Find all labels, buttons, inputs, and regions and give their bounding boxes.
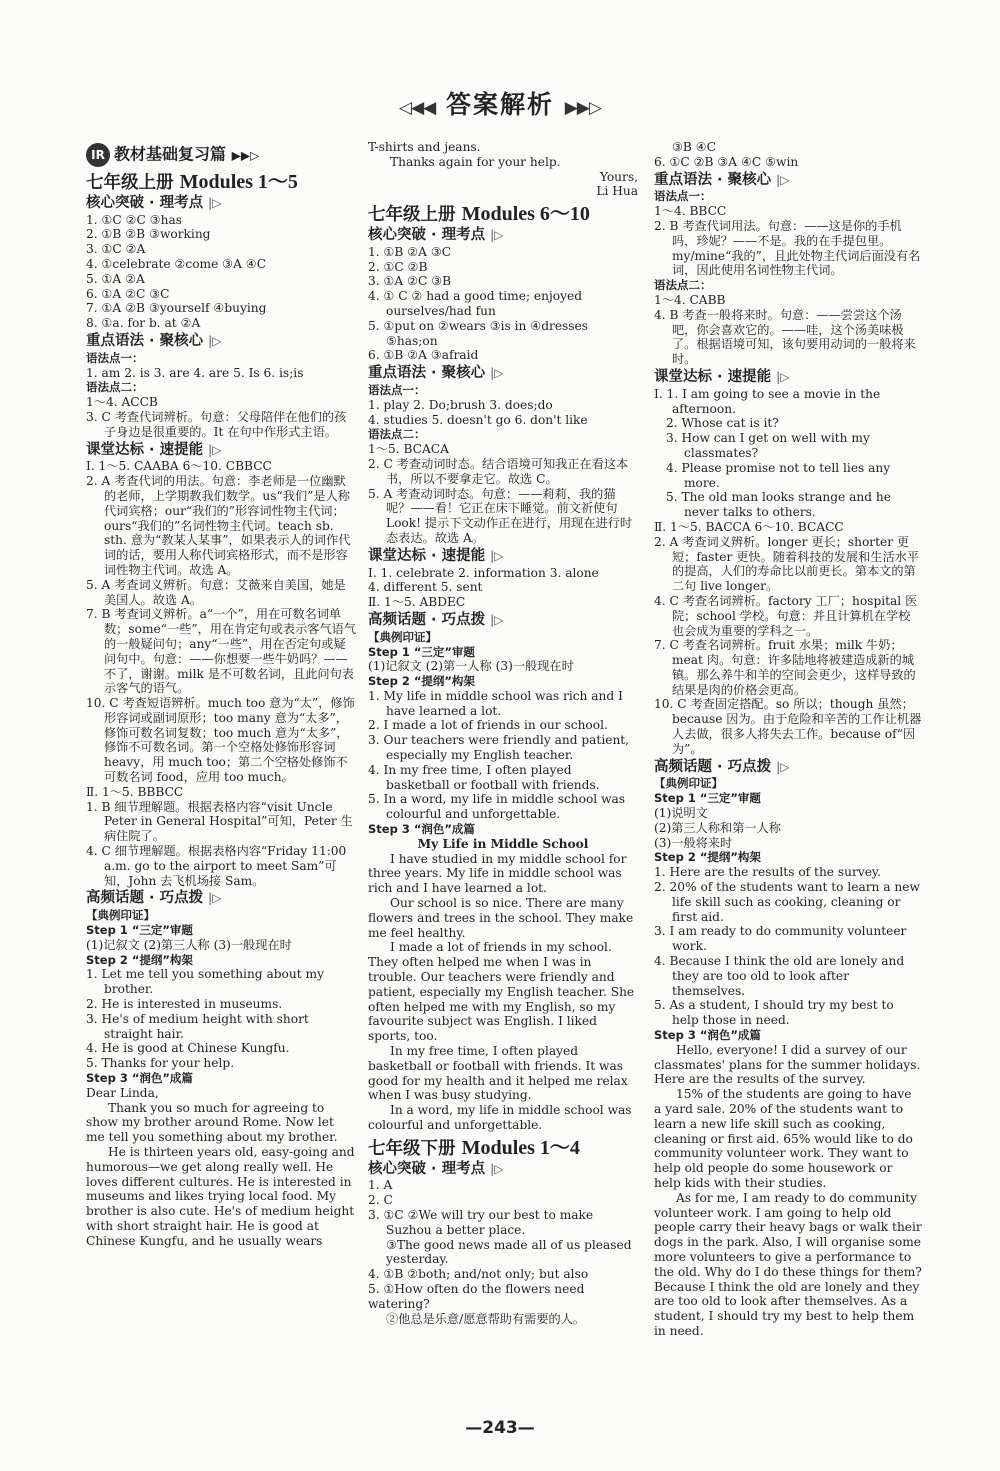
subheading: 核心突破 · 理考点 |▷ <box>86 194 222 211</box>
subheading: 重点语法 · 聚核心 |▷ <box>368 365 504 382</box>
section-heading: 七年级下册 Modules 1～4 <box>368 1136 580 1159</box>
subheading: 高频话题 · 巧点拨 |▷ <box>654 758 790 775</box>
subheading: 核心突破 · 理考点 |▷ <box>368 1160 504 1177</box>
subheading: 课堂达标 · 速提能 |▷ <box>654 368 790 385</box>
subheading: 高频话题 · 巧点拨 |▷ <box>368 611 504 628</box>
page-title: ◁◀◀ 答案解析 ▶▶▷ <box>399 90 601 119</box>
subheading: 重点语法 · 聚核心 |▷ <box>654 171 790 188</box>
column-middle: T-shirts and jeans. Thanks again for your help. Yours, Li Hua 七年级上册 Modules 6～10 核心突破 · 理考点 |▷ 1. ①B ②A ③C 2. ①C ②B 3. ①A ②C ③B 4. ① C ② had a good time; enjoyed ourselves/had fun 5. ①put on ②wears ③is in ④dresses ⑤has;on 6. ①B ②A ③afraid 重点语法 · 聚核心 |▷ 语法点一： 1. play 2. Do;brush 3. does;do 4. studies 5. doesn't go 6. don't like 语法点二： 1～5. BCACA 2. C 考查动词时态。结合语境可知我正在看这本书，所以不要拿走它。故选 C。 5. A 考查动词时态。句意：——莉莉，我的猫呢？——看！它正在床下睡觉。前文祈使句 Look! 提示下文动作正在进行，用现在进行时态表达。故选 A。 课堂达标 · 速提能 |▷ Ⅰ. 1. celebrate 2. information 3. alone 4. different 5. sent Ⅱ. 1～5. ABDEC 高频话题 · 巧点拨 |▷ 【典例印证】 Step 1 “三定”审题 (1)记叙文 (2)第一人称 (3)一般现在时 Step 2 “提纲”构架 1. My life in middle school was rich and I have learned a lot. 2. I made a lot of friends in our school. 3. Our teachers were friendly and patient, especially my English teacher. 4. In my free time, I often played basketball or football with friends. 5. In a word, my life in middle school was colourful and unforgettable. Step 3 “润色”成篇 My Life in Middle School I have studied in my middle school for three years. My life in middle school was rich and I have learned a lot. Our school is so nice. There are many flowers and trees in the school. They make me feel healthy. I made a lot of friends in my school. They often helped me when I was in trouble. Our teachers were friendly and patient, especially my English teacher. She often helped me with my English, so my favourite subject was English. I liked sports, too. In my free time, I often played basketball or football with friends. It was good for my health and it helped me relax when I was busy studying. In a word, my life in middle school was colourful and unforgettable. 七年级下册 Modules 1～4 核心突破 · 理考点 |▷ 1. A 2. C 3. ①C ②We will try our best to make Suzhou a better place. ③The good news made all of us pleased yesterday. 4. ①B ②both; and/not only; but also 5. ①How often do the flowers need watering? ②他总是乐意/愿意帮助有需要的人。 <box>368 140 638 1326</box>
subheading: 课堂达标 · 速提能 |▷ <box>368 547 504 564</box>
book-logo-icon: IR <box>86 143 110 167</box>
part-title: IR 教材基础复习篇 ▶▶▷ <box>86 143 356 167</box>
column-right: ③B ④C 6. ①C ②B ③A ④C ⑤win 重点语法 · 聚核心 |▷ 语法点一： 1～4. BBCC 2. B 考查代词用法。句意：——这是你的手机吗，珍妮？——不是。我的在手提包里。my/mine“我的”，且此处物主代词后面没有名词，因此使用名词性物主代词。 语法点二： 1～4. CABB 4. B 考查一般将来时。句意：——尝尝这个汤吧，你会喜欢它的。——哇，这个汤美味极了。根据语境可知，该句要用动词的一般将来时。 课堂达标 · 速提能 |▷ Ⅰ. 1. I am going to see a movie in the afternoon. 2. Whose cat is it? 3. How can I get on well with my classmates? 4. Please promise not to tell lies any more. 5. The old man looks strange and he never talks to others. Ⅱ. 1～5. BACCA 6～10. BCACC 2. A 考查词义辨析。longer 更长；shorter 更短；faster 更快。随着科技的发展和生活水平的提高，人们的寿命比以前更长。第本文的第二句 live longer。 4. C 考查名词辨析。factory 工厂；hospital 医院；school 学校。句意：并且计算机在学校也会成为重要的学科之一。 7. C 考查名词辨析。fruit 水果；milk 牛奶；meat 肉。句意：许多陆地将被建造成新的城镇。那么养牛和羊的空间会更少，这样导致的结果是肉的价格会更高。 10. C 考查固定搭配。so 所以；though 虽然；because 因为。由于危险和辛苦的工作让机器人去做，很多人将失去工作。because of“因为”。 高频话题 · 巧点拨 |▷ 【典例印证】 Step 1 “三定”审题 (1)说明文 (2)第三人称和第一人称 (3)一般将来时 Step 2 “提纲”构架 1. Here are the results of the survey. 2. 20% of the students want to learn a new life skill such as cooking, cleaning or first aid. 3. I am ready to do community volunteer work. 4. Because I think the old are lonely and they are too old to look after themselves. 5. As a student, I should try my best to help those in need. Step 3 “润色”成篇 Hello, everyone! I did a survey of our classmates' plans for the summer holidays. Here are the results of the survey. 15% of the students are going to have a yard sale. 20% of the students want to learn a new life skill such as cooking, cleaning or first aid. 65% would like to do community volunteer work. They want to help old people do some housework or help kids with their studies. As for me, I am ready to do community volunteer work. I am going to help old people carry their heavy bags or walk their dogs in the park. Also, I will organise some more volunteers to give a performance to the old. Why do I do these things for them? Because I think the old are lonely and they are too old to look after themselves. As a student, I should try my best to help them in need. <box>654 140 922 1338</box>
subheading: 重点语法 · 聚核心 |▷ <box>86 332 222 349</box>
section-heading: 七年级上册 Modules 1～5 <box>86 171 298 193</box>
page-number: —243— <box>465 1418 535 1438</box>
subheading: 核心突破 · 理考点 |▷ <box>368 226 504 243</box>
subheading: 高频话题 · 巧点拨 |▷ <box>86 890 222 907</box>
subheading: 课堂达标 · 速提能 |▷ <box>86 441 222 458</box>
answer-list: 1. ①C ②C ③has 2. ①B ②B ③working 3. ①C ②A 4. ①celebrate ②come ③A ④C 5. ①A ②A 6. ①A ②C ③C 7. ①A ②B ③yourself ④buying 8. ①a. for b. at ②A <box>86 212 267 331</box>
section-heading: 七年级上册 Modules 6～10 <box>368 203 590 226</box>
column-left: IR 教材基础复习篇 ▶▶▷ 七年级上册 Modules 1～5 核心突破 · 理考点 |▷ 1. ①C ②C ③has 2. ①B ②B ③working 3. ①C ②A 4. ①celebrate ②come ③A ④C 5. ①A ②A 6. ①A ②C ③C 7. ①A ②B ③yourself ④buying 8. ①a. for b. at ②A 重点语法 · 聚核心 |▷ 语法点一： 1. am 2. is 3. are 4. are 5. Is 6. is;is 语法点二： 1～4. ACCB 3. C 考查代词辨析。句意：父母陪伴在他们的孩子身边是很重要的。It 在句中作形式主语。 课堂达标 · 速提能 |▷ Ⅰ. 1～5. CAABA 6～10. CBBCC 2. A 考查代词的用法。句意：李老师是一位幽默的老师，上学期教我们数学。us“我们”是人称代词宾格；our“我们的”形容词性物主代词；ours“我们的”名词性物主代词。teach sb. sth. 意为“教某人某事”，如果表示人的词作代词的话，要用人称代词宾格形式，而不是形容词性物主代词。故选 A。 5. A 考查词义辨析。句意：艾薇来自美国，她是美国人。故选 A。 7. B 考查词义辨析。a“一个”，用在可数名词单数；some“一些”，用在肯定句或表示客气语气的一般疑问句；any“一些”，用在否定句或疑问句中。句意：——你想要一些牛奶吗？——不了，谢谢。milk 是不可数名词，且此问句表示客气的语气。 10. C 考查短语辨析。much too 意为“太”，修饰形容词或副词原形；too many 意为“太多”，修饰可数名词复数；too much 意为“太多”，修饰不可数名词。第一个空格处修饰形容词 heavy，用 much too；第二个空格处修饰不可数名词 food，应用 too much。 Ⅱ. 1～5. BBBCC 1. B 细节理解题。根据表格内容“visit Uncle Peter in General Hospital”可知，Peter 生病住院了。 4. C 细节理解题。根据表格内容“Friday 11:00 a.m. go to the airport to meet Sam”可知，John 去飞机场接 Sam。 高频话题 · 巧点拨 |▷ 【典例印证】 Step 1 “三定”审题 (1)记叙文 (2)第三人称 (3)一般现在时 Step 2 “提纲”构架 1. Let me tell you something about my brother. 2. He is interested in museums. 3. He's of medium height with short straight hair. 4. He is good at Chinese Kungfu. 5. Thanks for your help. Step 3 “润色”成篇 Dear Linda, Thank you so much for agreeing to show my brother around Rome. Now let me tell you something about my brother. He is thirteen years old, easy-going and humorous—we get along really well. He loves different cultures. He is interested in museums and likes trying local food. My brother is also cute. He's of medium height with short straight hair. He is good at Chinese Kungfu, and he usually wears <box>86 144 357 1248</box>
